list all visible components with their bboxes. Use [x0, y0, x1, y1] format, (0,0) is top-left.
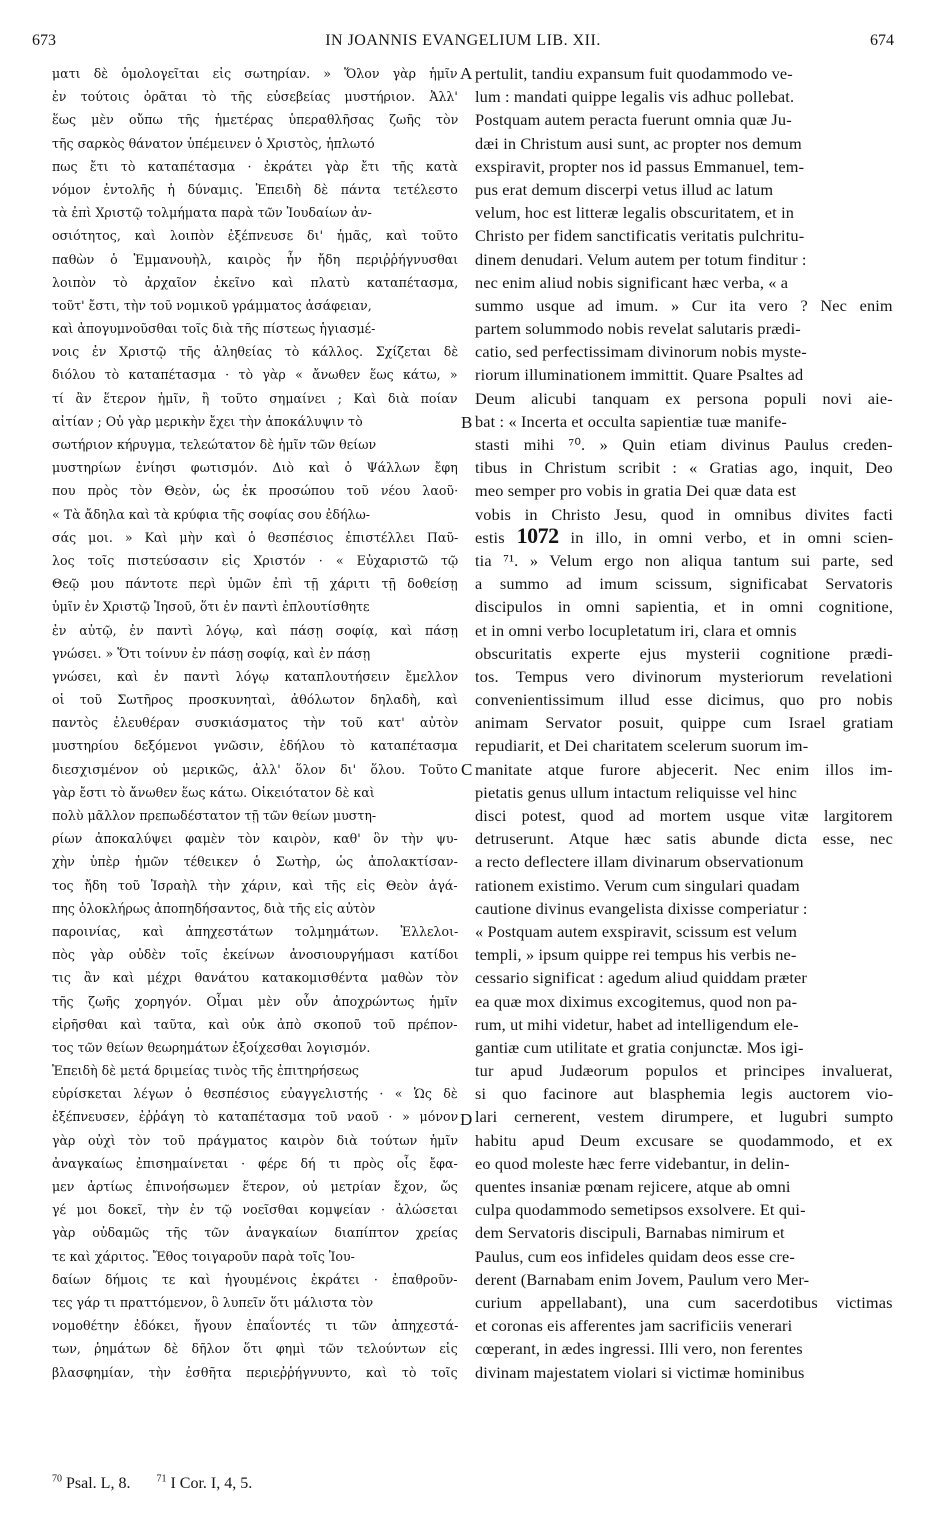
- greek-text-line: τε καὶ χάριτος. Ἔθος τοιγαροῦν παρὰ τοῖς Ἰου-: [52, 1248, 355, 1264]
- latin-text-line: a recto deflectere illam divinarum observationum: [475, 852, 804, 872]
- greek-text-line: δαίων δήμοις τε καὶ ἡγουμένοις ἐκράτει · ἐπαθροῦν-: [52, 1271, 458, 1287]
- greek-text-line: Ἐπειδὴ δὲ μετά δριμείας τινὸς τῆς ἐπιτηρήσεως: [52, 1063, 359, 1079]
- latin-text-line: gantiæ cum utilitate et gratia conjunctæ. Mos igi-: [475, 1037, 804, 1057]
- greek-text-line: παροινίας, καὶ ἀπηχεστάτων τολμημάτων. Ἑλλελοι-: [52, 923, 458, 939]
- latin-text-line: dinem denudari. Velum autem per totum finditur :: [475, 249, 807, 269]
- latin-text-line: dem Servatoris discipuli, Barnabas nimirum et: [475, 1223, 785, 1243]
- page-number-right: 674: [870, 32, 894, 49]
- greek-text-line: παθὼν ὁ Ἐμμανουὴλ, καιρὸς ἦν ἤδη περιῤῥήγνυσθαι: [52, 251, 458, 267]
- greek-text-line: τος ἤδη τοῦ Ἰσραὴλ τὴν χάριν, καὶ τῆς εἰς Θεὸν ἀγά-: [52, 877, 458, 893]
- latin-text-line: dæi in Christum ausi sunt, ac propter nos demum: [475, 133, 802, 153]
- greek-text-line: γνώσει. » Ὅτι τοίνυν ἐν πάσῃ σοφίᾳ, καὶ ἐν πάσῃ: [52, 645, 371, 661]
- greek-text-line: ἐν τούτοις ὁρᾶται τὸ τῆς εὐσεβείας μυστήριον. Ἀλλ': [52, 89, 458, 105]
- greek-text-line: ἐν αὐτῷ, ἐν παντὶ λόγῳ, καὶ πάσῃ σοφίᾳ, καὶ πάσῃ: [52, 622, 458, 638]
- greek-text-line: καὶ ἀπογυμνοῦσθαι τοῖς διὰ τῆς πίστεως ἡγιασμέ-: [52, 321, 376, 337]
- greek-text-line: διόλου τὸ καταπέτασμα · τὸ γὰρ « ἄνωθεν ἕως κάτω, »: [52, 367, 458, 383]
- greek-text-line: γὰρ οὐχὶ τὸν τοῦ πράγματος καιρὸν διὰ τούτων ἡμῖν: [52, 1132, 458, 1148]
- latin-text-line: exspiravit, propter nos id passus Emmanuel, tem-: [475, 156, 805, 176]
- greek-text-line: των, ῥημάτων δὲ δῆλον ὅτι φημὶ τῶν τελούντων εἰς: [52, 1341, 458, 1357]
- greek-text-line: αἰτίαν ; Οὐ γὰρ μερικὴν ἔχει τὴν ἀποκάλυψιν τὸ: [52, 413, 363, 429]
- latin-text-line: tibus in Christum scribit : « Gratias ago, inquit, Deo: [475, 458, 893, 478]
- latin-text-line: cessario significat : agedum aliud quiddam præter: [475, 968, 807, 988]
- latin-text-line: si quo facinore aut blasphemia legis auctorem vio-: [475, 1084, 893, 1104]
- greek-text-line: λος τοῖς πιστεύσασιν εἰς Χριστόν · « Εὐχαριστῶ τῷ: [52, 552, 458, 568]
- footnote-ref: Psal. L, 8.: [66, 1475, 131, 1493]
- greek-text-line: Θεῷ μου πάντοτε περὶ ὑμῶν ἐπὶ τῇ χάριτι τῇ δοθείσῃ: [52, 576, 458, 592]
- latin-text-line: nec enim aliud nobis significant hæc verba, « a: [475, 272, 789, 292]
- greek-text-line: ὑμῖν ἐν Χριστῷ Ἰησοῦ, ὅτι ἐν παντὶ ἐπλουτίσθητε: [52, 599, 370, 615]
- latin-text-line: culpa quodammodo semetipsos exsolvere. Et qui-: [475, 1200, 806, 1220]
- latin-text-line: velum, hoc est litteræ legalis obscuritatem, et in: [475, 203, 795, 223]
- latin-text-line: pus erat demum discerpi vetus illud ac latum: [475, 179, 774, 199]
- greek-text-line: σωτήριον κήρυγμα, τελεώτατον δὲ ἡμῖν τῶν θείων: [52, 437, 377, 452]
- greek-text-line: ρίων ἀποκαλύψει φαμὲν τὸν καιρὸν, καθ' ὃν τὴν ψυ-: [52, 831, 458, 847]
- greek-text-line: πὸς γὰρ οὐδὲν τοῖς ἐκείνων ἀνοσιουργήμασι κατίδοι: [52, 947, 458, 963]
- latin-text-line: divinam majestatem violari si victimæ hominibus: [475, 1362, 805, 1382]
- greek-text-line: νοις ἐν Χριστῷ τῆς ἀληθείας τὸ κάλλος. Σχίζεται δὲ: [52, 344, 458, 360]
- greek-text-line: μυστηρίου δεξόμενοι γνῶσιν, ἐδήλου τὸ καταπέτασμα: [52, 738, 458, 754]
- section-marker-d: D: [460, 1110, 473, 1129]
- latin-text-line: rum, ut mihi videtur, habet ad intelligendum ele-: [475, 1014, 799, 1034]
- latin-text-line: tos. Tempus vero divinorum mysteriorum revelationi: [475, 666, 893, 686]
- latin-text-line: summo usque ad imum. » Cur ita vero ? Nec enim: [475, 295, 893, 315]
- latin-text-line: repudiarit, et Dei charitatem scelerum suorum im-: [475, 736, 809, 756]
- greek-text-line: τος τῶν θείων θεωρημάτων ἐξοίχεσθαι λογισμόν.: [52, 1039, 371, 1055]
- latin-text-line: Postquam autem peracta fuerunt omnia quæ Ju-: [475, 110, 792, 130]
- greek-text-line: νόμον ἐντολῆς ἡ δύναμις. Ἐπειδὴ δὲ πάντα τετέλεστο: [52, 181, 458, 197]
- greek-text-line: γνώσει, καὶ ἐν παντὶ λόγῳ καταπλουτήσειν ἔμελλον: [52, 668, 458, 684]
- latin-text-line: ea quæ mox diximus excogitemus, quod non pa-: [475, 991, 798, 1011]
- latin-text-line: et coronas eis afferentes jam sacrificiis venerari: [475, 1316, 793, 1336]
- greek-text-line: τις ἂν καὶ μέχρι θανάτου κατακομισθέντα μαθὼν τὸν: [52, 970, 458, 986]
- footnote-number: 70: [52, 1474, 62, 1485]
- greek-text-line: ἐξέπνευσεν, ἐῤῥάγη τὸ καταπέτασμα τοῦ ναοῦ · » μόνον: [52, 1109, 458, 1125]
- greek-text-line: οσιότητος, καὶ λοιπὸν ἐξέπνευσε δι' ἡμᾶς, καὶ τοῦτο: [52, 228, 458, 244]
- greek-text-line: γὰρ ἔστι τὸ ἄνωθεν ἕως κάτω. Οἰκειότατον δὲ καὶ: [52, 784, 375, 800]
- footnote-70: [52, 1475, 130, 1492]
- footnote-ref: I Cor. I, 4, 5.: [170, 1475, 253, 1493]
- latin-text-line: lari cernerent, vestem dirumpere, et lugubri sumpto: [475, 1107, 893, 1127]
- latin-text-line: pietatis genus ullum intactum reliquisse vel hinc: [475, 782, 798, 802]
- greek-text-line: ματι δὲ ὁμολογεῖται εἰς σωτηρίαν. » Ὅλον γὰρ ἡμῖν: [52, 66, 458, 81]
- footnote-71: [156, 1475, 252, 1492]
- latin-text-line: cautione divinus evangelista dixisse comperiatur :: [475, 898, 808, 918]
- latin-text-line: catio, sed perfectissimam divinorum nobis myste-: [475, 342, 807, 362]
- latin-text-line: lum : mandati quippe legalis vis adhuc pollebat.: [475, 87, 795, 107]
- greek-text-line: που πρὸς τὸν Θεὸν, ὡς ἐκ προσώπου τοῦ νέου λαοῦ·: [52, 483, 458, 499]
- footnotes: [52, 1474, 552, 1498]
- latin-text-line: pertulit, tandiu expansum fuit quodammodo ve-: [475, 64, 793, 83]
- latin-text-line: disci potest, quod ad mortem usque vitæ largitorem: [475, 806, 893, 825]
- greek-text-line: βλασφημίαν, τὴν ἐσθῆτα περιεῤῥήγνυντο, καὶ τὸ τοῖς: [52, 1364, 458, 1380]
- latin-text-line: detruserunt. Atque hæc satis abunde dicta esse, nec: [475, 829, 893, 849]
- greek-text-line: « Τὰ ἄδηλα καὶ τὰ κρύφια τῆς σοφίας σου ἐδήλω-: [52, 506, 371, 522]
- latin-text-line: a summo ad imum scissum, significabat Servatoris: [475, 574, 893, 594]
- latin-text-line: Paulus, cum eos infideles quidam deos esse cre-: [475, 1246, 795, 1266]
- latin-text-line: rationem existimo. Verum cum singulari quadam: [475, 875, 800, 895]
- latin-text-line: eo quod moleste hæc ferre videbantur, in delin-: [475, 1153, 790, 1173]
- greek-text-line: ἀναγκαίως ἐπισημαίνεται · φέρε δή τι πρὸς οἷς ἔφα-: [52, 1155, 458, 1171]
- footnote-number: 71: [156, 1474, 167, 1485]
- greek-text-line: παντὸς ἐλευθέραν συσκιάσματος τὴν τοῦ κατ' αὐτὸν: [52, 715, 458, 731]
- latin-text-line: curium appellabant), una cum sacerdotibus victimas: [475, 1292, 893, 1312]
- greek-text-line: ἕως μὲν οὔπω τῆς ἡμετέρας ὑπεραθλῆσας ζωῆς τὸν: [52, 112, 458, 128]
- latin-text-line: estis 1072 in illo, in omni verbo, et in omni scien-: [475, 526, 893, 549]
- page-number-left: 673: [32, 32, 56, 49]
- latin-text-line: tia ⁷¹. » Velum ergo non aliqua tantum sui parte, sed: [475, 550, 893, 570]
- greek-text-line: λοιπὸν τὸ ἀρχαῖον ἐκεῖνο καὶ πλατὺ καταπέτασμα,: [52, 274, 458, 290]
- greek-text-line: πως ἔτι τὸ καταπέτασμα · ἐκράτει γὰρ ἔτι τῆς κατὰ: [52, 158, 458, 174]
- running-title: IN JOANNIS EVANGELIUM LIB. XII.: [325, 32, 601, 49]
- greek-text-line: εὑρίσκεται λέγων ὁ θεσπέσιος εὐαγγελιστής · « Ὡς δὲ: [52, 1086, 458, 1102]
- greek-text-line: διεσχισμένον οὐ μερικῶς, ἀλλ' ὅλον δι' ὅλου. Τοῦτο: [52, 761, 458, 777]
- greek-text-line: νομοθέτην ἐδόκει, ἤγουν ἐπαΐοντές τι τῶν ἀπηχεστά-: [52, 1318, 458, 1334]
- latin-text-line: manitate atque furore abjecerit. Nec enim illos im-: [475, 759, 893, 779]
- greek-text-line: πης ὁλοκλήρως ἀποπηδήσαντος, διὰ τῆς εἰς αὐτὸν: [52, 900, 376, 916]
- greek-text-line: πολὺ μᾶλλον πρεπωδέστατον τῇ τῶν θείων μυστη-: [52, 808, 377, 823]
- latin-text-line: convenientissimum illud esse dicimus, quo pro nobis: [475, 690, 893, 710]
- latin-text-line: obscuritatis experte ejus mysterii cognitione prædi-: [475, 643, 893, 663]
- latin-text-line: et in omni verbo locupletatum iri, clara et omnis: [475, 620, 797, 640]
- greek-text-line: εἰρῆσθαι καὶ ταῦτα, καὶ οὐκ ἀπὸ σκοποῦ τοῦ πρέπον-: [52, 1016, 458, 1032]
- latin-text-line: meo semper pro vobis in gratia Dei quæ data est: [475, 481, 797, 501]
- greek-text-line: γὰρ οὐδαμῶς τῆς τῶν ἀναγκαίων διαπίπτον χρείας: [52, 1225, 458, 1241]
- latin-text-line: cœperant, in ædes ingressi. Illi vero, non ferentes: [475, 1339, 803, 1359]
- greek-text-line: τοῦτ' ἔστι, τὴν τοῦ νομικοῦ γράμματος ἀσάφειαν,: [52, 297, 372, 313]
- latin-text-line: riorum illuminationem immittit. Quare Psaltes ad: [475, 365, 804, 385]
- latin-text-line: animam Servator posuit, quippe cum Israel gratiam: [475, 713, 893, 733]
- greek-text-line: οἱ τοῦ Σωτῆρος προσκυνηταὶ, ἀθόλωτον δηλαδὴ, καὶ: [52, 692, 458, 708]
- greek-text-line: τῆς σαρκὸς θάνατον ὑπέμεινεν ὁ Χριστὸς, ἡπλωτό: [52, 135, 375, 151]
- greek-text-line: τες γάρ τι πραττόμενον, ὃ λυπεῖν ὅτι μάλιστα τὸν: [52, 1294, 374, 1310]
- section-marker-a: A: [460, 64, 473, 83]
- latin-text-line: quentes insaniæ pœnam rejicere, atque ab omni: [475, 1177, 791, 1196]
- latin-column: [475, 62, 893, 1457]
- latin-text-line: bat : « Incerta et occulta sapientiæ tuæ manife-: [475, 411, 787, 431]
- greek-text-line: τὰ ἐπὶ Χριστῷ τολμήματα παρὰ τῶν Ἰουδαίων ἀν-: [52, 205, 372, 221]
- greek-text-line: μεν ἀρτίως ἐπινοήσωμεν ἕτερον, οὐ μετρίαν ἔχον, ὥς: [52, 1179, 458, 1194]
- latin-text-line: Christo per fidem sanctificatis veritatis pulchritu-: [475, 226, 805, 246]
- greek-text-line: τῆς ζωῆς χορηγόν. Οἶμαι μὲν οὖν ἀποχρώντως ἡμῖν: [52, 993, 458, 1009]
- greek-text-line: τί ἂν ἕτερον ἡμῖν, ἢ τοῦτο σημαίνει ; Καὶ διὰ ποίαν: [52, 390, 458, 406]
- section-marker-b: B: [461, 413, 473, 432]
- latin-text-line: tur apud Judæorum populos et principes invaluerat,: [475, 1061, 893, 1081]
- greek-column: [52, 62, 458, 1457]
- page-header: [32, 32, 894, 58]
- latin-text-line: vobis in Christo Jesu, quod in omnibus divites facti: [475, 504, 893, 524]
- greek-text-line: γέ μοι δοκεῖ, τὴν ἐν τῷ νοεῖσθαι κομψείαν · ἀλώσεται: [52, 1202, 458, 1218]
- latin-text-line: stasti mihi ⁷⁰. » Quin etiam divinus Paulus creden-: [475, 435, 893, 454]
- section-marker-c: C: [461, 760, 473, 779]
- latin-text-line: templi, » ipsum quippe rei tempus his verbis ne-: [475, 945, 797, 965]
- latin-text-line: « Postquam autem exspiravit, scissum est velum: [475, 921, 798, 941]
- column-number: 1072: [516, 525, 559, 548]
- latin-text-line: Deum alicubi tanquam ex persona populi novi aie-: [475, 388, 893, 408]
- greek-text-line: σάς μοι. » Καὶ μὴν καὶ ὁ θεσπέσιος ἐπιστέλλει Παῦ-: [52, 529, 458, 545]
- greek-text-line: μυστηρίων ἐνίησι φωτισμόν. Διὸ καὶ ὁ Ψάλλων ἔφη: [52, 460, 458, 476]
- latin-text-line: partem solummodo nobis revelat salutaris prædi-: [475, 319, 801, 339]
- latin-text-line: derent (Barnabam enim Jovem, Paulum vero Mer-: [475, 1269, 810, 1289]
- latin-text-line: habitu apud Deum excusare se quodammodo, et ex: [475, 1130, 893, 1150]
- latin-text-line: discipulos in omni sapientia, et in omni cognitione,: [475, 597, 893, 617]
- greek-text-line: χὴν ὑπὲρ ἡμῶν τέθεικεν ὁ Σωτὴρ, ὡς ἀπολακτίσαν-: [52, 854, 458, 870]
